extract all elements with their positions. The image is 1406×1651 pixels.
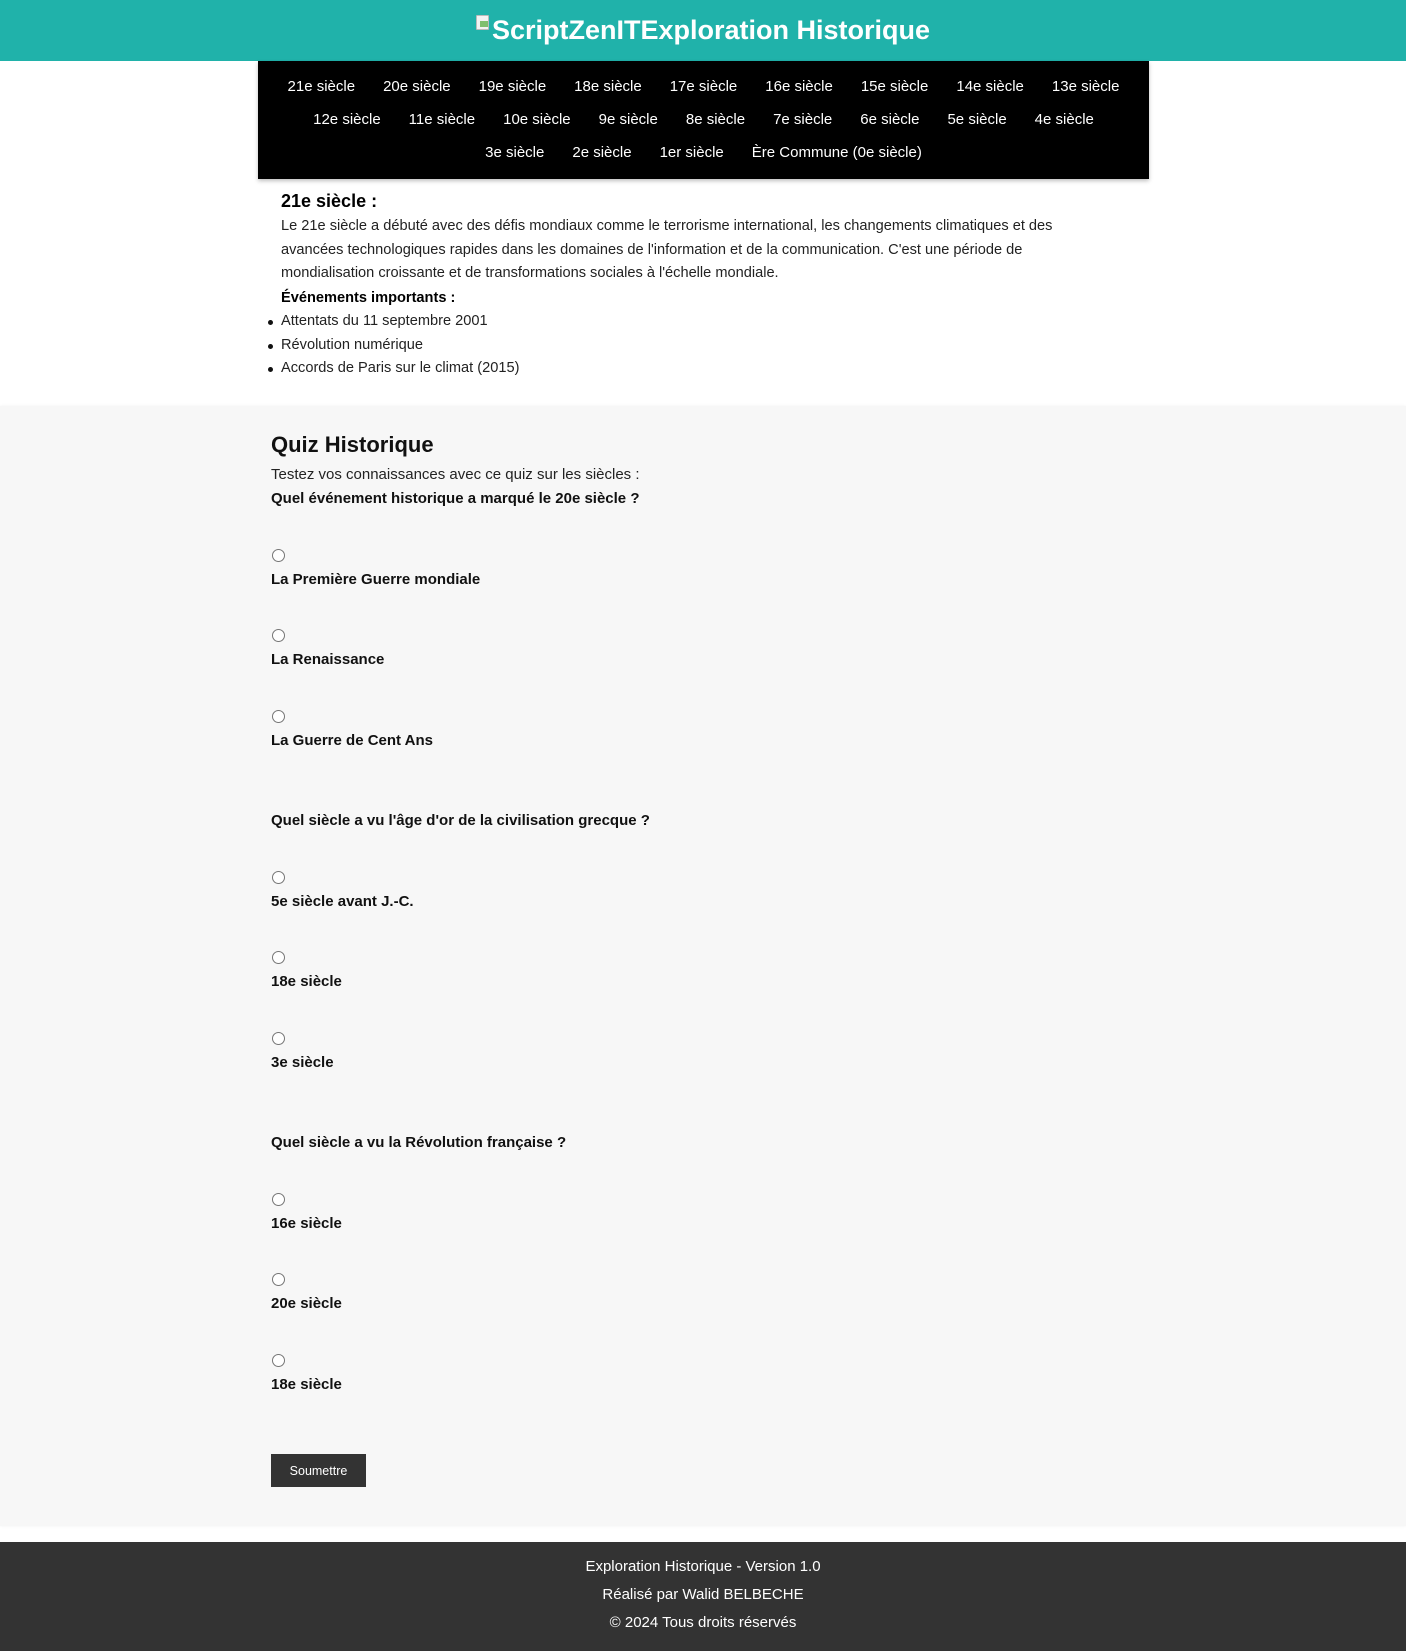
question-1-option-1-label[interactable]: La Première Guerre mondiale xyxy=(271,571,481,588)
question-1-option-2-label[interactable]: La Renaissance xyxy=(271,651,385,668)
question-2-option-1-radio[interactable] xyxy=(272,871,285,884)
quiz-title: Quiz Historique xyxy=(271,432,434,457)
nav-link-18e[interactable]: 18e siècle xyxy=(574,78,642,95)
list-item: Accords de Paris sur le climat (2015) xyxy=(281,357,519,381)
page-title: Exploration Historique xyxy=(640,14,931,45)
nav-link-2e[interactable]: 2e siècle xyxy=(572,144,632,161)
nav-link-19e[interactable]: 19e siècle xyxy=(478,78,547,95)
nav-link-20e[interactable]: 20e siècle xyxy=(383,78,451,95)
nav-link-8e[interactable]: 8e siècle xyxy=(685,111,746,128)
footer-copyright: © 2024 Tous droits réservés xyxy=(609,1614,797,1631)
nav-link-5e[interactable]: 5e siècle xyxy=(947,111,1007,128)
events-heading: Événements importants : xyxy=(281,290,456,306)
nav-row-3 xyxy=(258,142,1149,164)
nav-link-3e[interactable]: 3e siècle xyxy=(485,144,545,161)
submit-button[interactable]: Soumettre xyxy=(271,1454,366,1487)
events-list xyxy=(281,310,519,381)
nav-row-1 xyxy=(258,76,1149,98)
question-1-option-3-radio[interactable] xyxy=(272,710,285,723)
nav-link-4e[interactable]: 4e siècle xyxy=(1034,111,1094,128)
nav-link-1er[interactable]: 1er siècle xyxy=(659,144,724,161)
question-1-text: Quel événement historique a marqué le 20e siècle ? xyxy=(271,490,640,507)
footer-author: Réalisé par Walid BELBECHE xyxy=(602,1586,804,1603)
nav-link-6e[interactable]: 6e siècle xyxy=(860,111,920,128)
nav-link-ere-commune[interactable]: Ère Commune (0e siècle) xyxy=(751,144,922,161)
question-2-text: Quel siècle a vu l'âge d'or de la civilisation grecque ? xyxy=(271,812,650,829)
nav-link-7e[interactable]: 7e siècle xyxy=(773,111,833,128)
question-2-option-3-label[interactable]: 3e siècle xyxy=(271,1054,334,1071)
logo-alt-text: ScriptZenIT xyxy=(491,14,641,45)
broken-image-icon xyxy=(476,15,492,31)
question-1-option-2-radio[interactable] xyxy=(272,629,285,642)
site-footer xyxy=(0,1542,1406,1651)
nav-link-11e[interactable]: 11e siècle xyxy=(408,111,476,128)
site-header xyxy=(0,0,1406,61)
question-2-option-2-label[interactable]: 18e siècle xyxy=(271,973,342,990)
list-item: Révolution numérique xyxy=(281,334,519,358)
century-title: 21e siècle : xyxy=(281,191,378,211)
nav-link-12e[interactable]: 12e siècle xyxy=(313,111,381,128)
footer-version: Exploration Historique - Version 1.0 xyxy=(585,1558,821,1575)
nav-link-17e[interactable]: 17e siècle xyxy=(669,78,738,95)
century-description: Le 21e siècle a débuté avec des défis mondiaux comme le terrorisme international, les changements climatiques et des avancées technologiques rapides dans les domaines de l'information et de la communication. C'est une période de mondialisation croissante et de transformations sociales à l'échelle mondiale. xyxy=(281,218,1053,282)
nav-link-15e[interactable]: 15e siècle xyxy=(860,78,929,95)
question-2-option-1-label[interactable]: 5e siècle avant J.-C. xyxy=(271,893,414,910)
quiz-section xyxy=(0,406,1406,1526)
nav-link-14e[interactable]: 14e siècle xyxy=(956,78,1024,95)
question-2-option-3-radio[interactable] xyxy=(272,1032,285,1045)
century-nav xyxy=(258,61,1149,179)
list-item: Attentats du 11 septembre 2001 xyxy=(281,310,519,334)
nav-link-21e[interactable]: 21e siècle xyxy=(287,78,356,95)
nav-link-13e[interactable]: 13e siècle xyxy=(1051,78,1120,95)
question-3-option-2-label[interactable]: 20e siècle xyxy=(271,1295,342,1312)
nav-link-10e[interactable]: 10e siècle xyxy=(503,111,571,128)
question-3-option-1-radio[interactable] xyxy=(272,1193,285,1206)
question-3-option-1-label[interactable]: 16e siècle xyxy=(271,1215,342,1232)
question-1-option-1-radio[interactable] xyxy=(272,549,285,562)
quiz-intro: Testez vos connaissances avec ce quiz sur les siècles : xyxy=(271,466,640,483)
question-3-option-2-radio[interactable] xyxy=(272,1273,285,1286)
question-3-option-3-label[interactable]: 18e siècle xyxy=(271,1376,342,1393)
nav-link-9e[interactable]: 9e siècle xyxy=(598,111,658,128)
question-1-option-3-label[interactable]: La Guerre de Cent Ans xyxy=(271,732,433,749)
question-3-text: Quel siècle a vu la Révolution française ? xyxy=(271,1134,567,1151)
question-2-option-2-radio[interactable] xyxy=(272,951,285,964)
question-3-option-3-radio[interactable] xyxy=(272,1354,285,1367)
nav-row-2 xyxy=(258,109,1149,131)
nav-link-16e[interactable]: 16e siècle xyxy=(765,78,833,95)
site-title xyxy=(476,14,930,46)
